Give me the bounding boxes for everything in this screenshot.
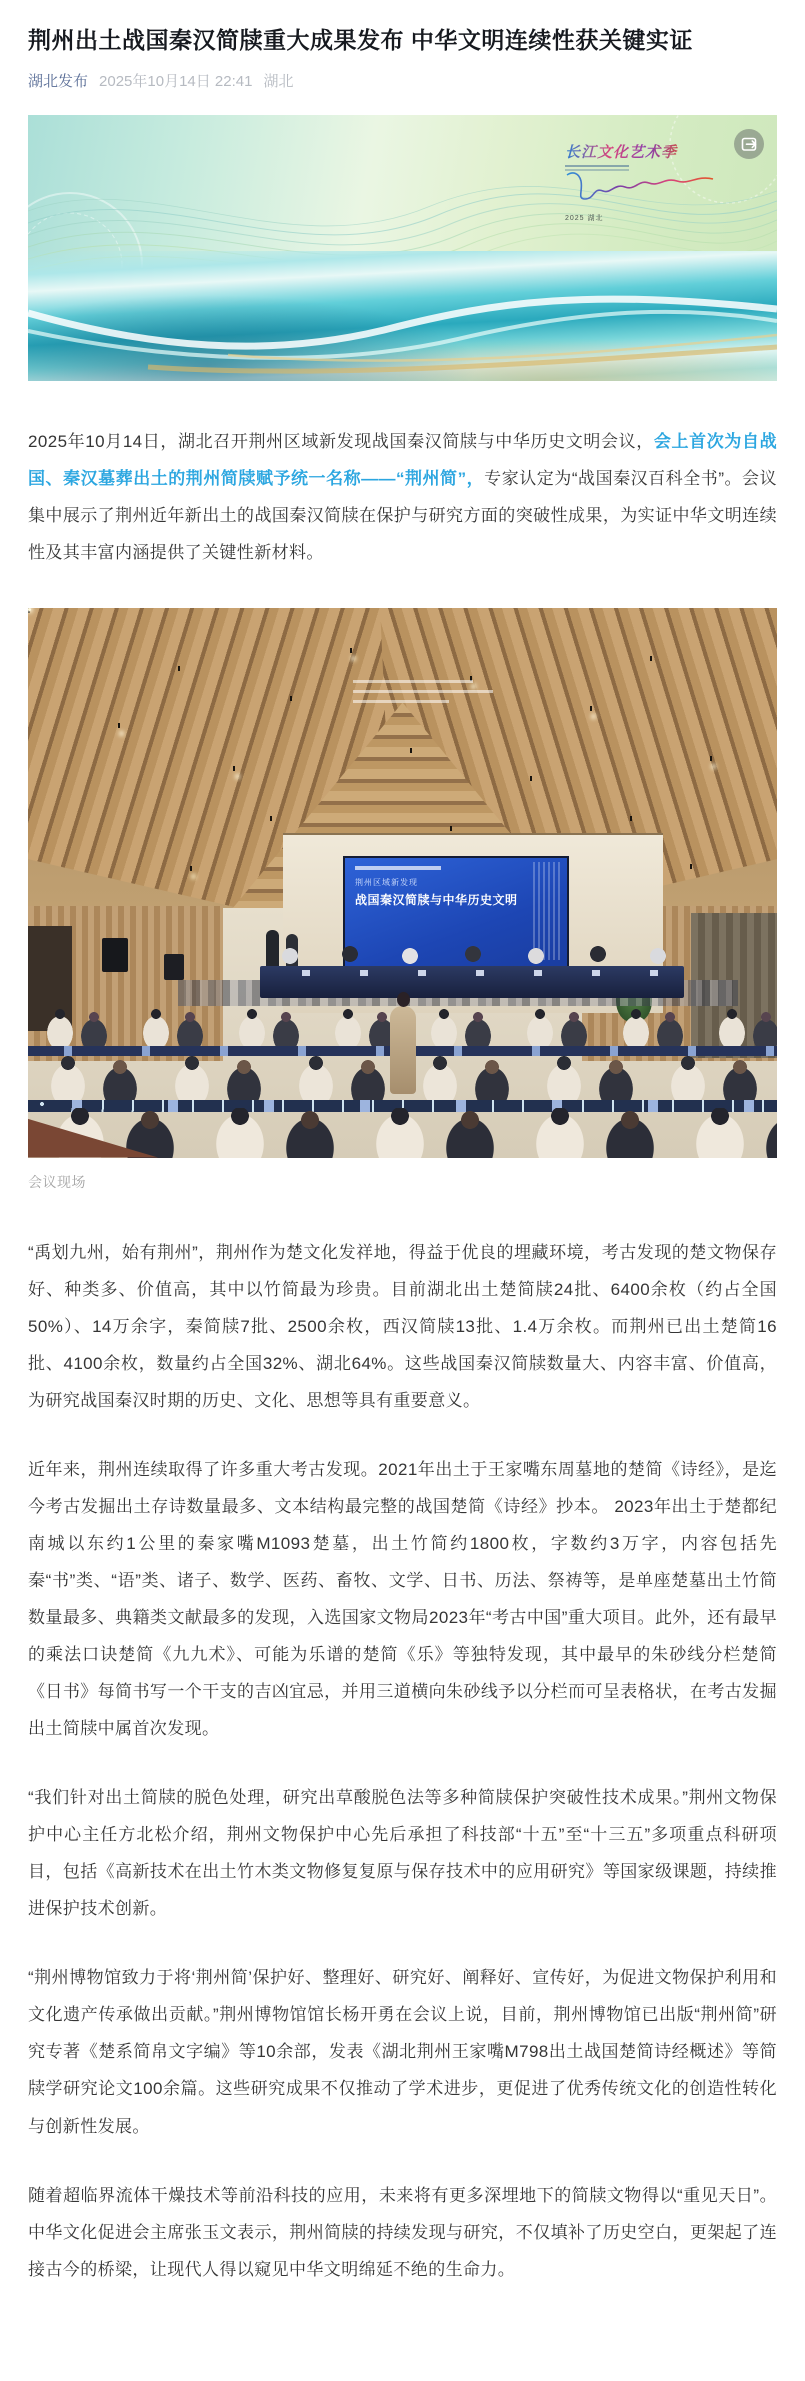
paragraph-1 <box>28 423 777 571</box>
source-account-link[interactable]: 湖北发布 <box>28 73 89 91</box>
article-meta <box>28 70 777 91</box>
paragraph-5: “荆州博物馆致力于将‘荆州简’保护好、整理好、研究好、阐释好、宣传好，为促进文物保护利用和文化遗产传承做出贡献。”荆州博物馆馆长杨开勇在会议上说，目前，荆州博物馆已出版“荆州简”研究专著《楚系简帛文字编》等10余部，发表《湖北荆州王家嘴M798出土战国楚简诗经概述》等简牍学研究论文100余篇。这些研究成果不仅推动了学术进步，更促进了优秀传统文化的创造性转化与创新性发展。 <box>28 1968 777 2136</box>
banner-wave-crests <box>28 251 777 381</box>
page-title: 荆州出土战国秦汉简牍重大成果发布 中华文明连续性获关键实证 <box>28 27 693 53</box>
paragraph-2: “禹划九州，始有荆州”，荆州作为楚文化发祥地，得益于优良的埋藏环境，考古发现的楚文物保存好、种类多、价值高，其中以竹简最为珍贵。目前湖北出土楚简牍24批、6400余枚（约占全国50%）、14万余字，秦简牍7批、2500余枚，西汉简牍13批、1.4万余枚。而荆州已出土楚简16批、4100余枚，数量约占全国32%、湖北64%。这些战国秦汉简牍数量大、内容丰富、价值高，为研究战国秦汉时期的历史、文化、思想等具有重要意义。 <box>28 1242 777 1410</box>
publish-date: 2025年10月14日 22:41 <box>99 73 253 91</box>
paragraph-4: “我们针对出土简牍的脱色处理，研究出草酸脱色法等多种简牍保护突破性技术成果。”荆州文物保护中心主任方北松介绍，荆州文物保护中心先后承担了科技部“十五”至“十三五”多项重点科研项目，包括《高新技术在出土竹木类文物修复复原与保存技术中的应用研究》等国家级课题，持续推进保护技术创新。 <box>28 1788 777 1919</box>
photo-ceiling-lights <box>28 608 31 611</box>
photo-standing-attendee-head <box>397 992 410 1007</box>
speaker-box-icon <box>164 954 184 980</box>
paragraph-3: 近年来，荆州连续取得了许多重大考古发现。2021年出土于王家嘴东周墓地的楚简《诗经》，是迄今考古发掘出土存诗数量最多、文本结构最完整的战国楚简《诗经》抄本。 2023年出土于楚都纪南城以东约1公里的秦家嘴M1093楚墓，出土竹简约1800枚，字数约3万字，内容包括先秦“书”类、“语”类、诸子、数学、医药、畜牧、文学、日书、历法、祭祷等，是单座楚墓出土竹简数量最多、典籍类文献最多的发现，入选国家文物局2023年“考古中国”重大项目。此外，还有最早的乘法口诀楚简《九九术》、可能为乐谱的楚简《乐》等独特发现，其中最早的朱砂线分栏楚简《日书》每简书写一个干支的吉凶宜忌，并用三道横向朱砂线予以分栏而可呈表格状，在考古发掘出土简牍中属首次发现。 <box>28 1459 777 1739</box>
paragraph-1-lead: 2025年10月14日，湖北召开荆州区域新发现战国秦汉简牍与中华历史文明会议， <box>28 432 654 452</box>
screen-header-bar <box>355 866 441 870</box>
screen-text-bar <box>353 680 473 683</box>
conference-photo-figure <box>28 608 777 1192</box>
screen-text-bar <box>353 690 493 693</box>
conference-photo[interactable] <box>28 608 777 1158</box>
photo-head-table-papers <box>268 970 676 976</box>
paragraph-6: 随着超临界流体干燥技术等前沿科技的应用，未来将有更多深埋地下的简牍文物得以“重见天日”。中华文化促进会主席张玉文表示，荆州简牍的持续发现与研究，不仅填补了历史空白，更架起了连接古今的桥梁，让现代人得以窥见中华文明绵延不绝的生命力。 <box>28 2185 777 2279</box>
festival-logo-title: 长江文化艺术季 <box>565 141 725 162</box>
screen-title-text: 战国秦汉简牍与中华历史文明 <box>355 892 518 907</box>
photo-standing-attendee <box>390 1006 416 1094</box>
photo-caption: 会议现场 <box>28 1173 86 1190</box>
publish-location: 湖北 <box>263 73 294 91</box>
paragraph-1-rest: 专家认定为“战国秦汉百科全书”。会议集中展示了荆州近年新出土的战国秦汉简牍在保护与研究方面的突破性成果，为实证中华文明连续性及其丰富内涵提供了关键性新材料。 <box>28 469 777 563</box>
paragraph-1-highlight: 会上首次为自战国、秦汉墓葬出土的荆州简牍赋予统一名称——“荆州简”， <box>28 432 777 489</box>
banner-festival-logo <box>565 141 725 223</box>
festival-logo-year: 2025 湖北 <box>565 215 604 223</box>
festival-logo-bars <box>565 165 629 167</box>
screen-kicker-text: 荆州区域新发现 <box>355 877 418 887</box>
screen-text-bar <box>353 700 449 703</box>
river-route-line <box>565 169 715 203</box>
banner-image[interactable] <box>28 115 777 381</box>
photo-audience-row <box>28 1108 777 1158</box>
speaker-box-icon <box>102 938 128 972</box>
photo-panelists <box>268 944 678 968</box>
expand-icon[interactable] <box>734 129 764 159</box>
